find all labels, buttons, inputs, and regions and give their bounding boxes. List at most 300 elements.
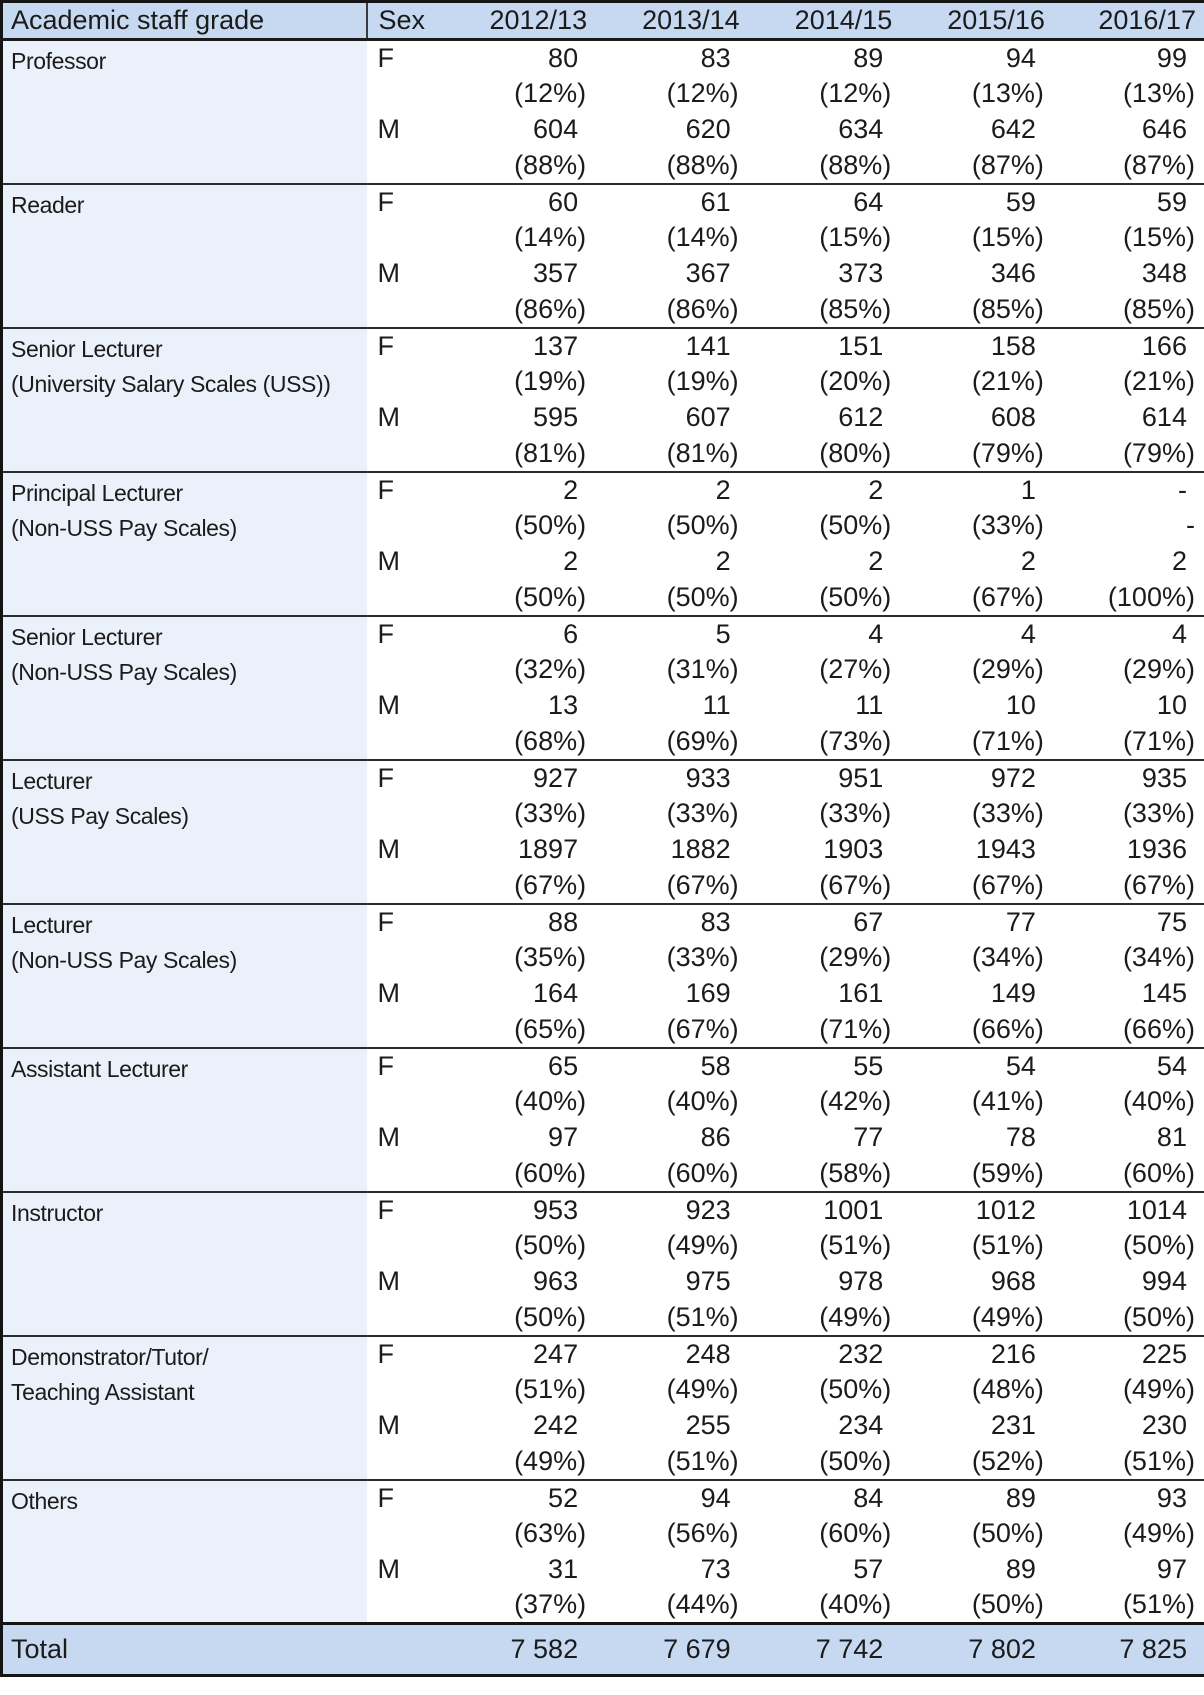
count-cell: 73 — [700, 1554, 731, 1584]
count-cell: 614 — [1141, 402, 1187, 432]
percent-cell: (60%) — [819, 1518, 892, 1548]
sex-cell: M — [377, 1266, 400, 1296]
count-cell: 6 — [563, 618, 579, 649]
percent-cell: (40%) — [1122, 1086, 1195, 1116]
percent-cell: (19%) — [666, 366, 739, 396]
col-header-sex: Sex — [367, 2, 443, 40]
percent-cell: (60%) — [1122, 1157, 1195, 1188]
grade-cell — [2, 1192, 367, 1336]
count-cell: 604 — [533, 114, 579, 144]
total-row — [2, 1624, 1204, 1676]
grade-line: Others — [11, 1487, 78, 1514]
sex-cell — [367, 1444, 443, 1480]
percent-cell: (88%) — [514, 149, 587, 180]
count-cell: 933 — [685, 762, 731, 793]
percent-cell: (50%) — [514, 510, 587, 540]
percent-cell: (67%) — [666, 869, 739, 900]
percent-cell: (80%) — [819, 437, 892, 468]
percent-cell: (79%) — [971, 437, 1044, 468]
sex-cell — [367, 1372, 443, 1408]
grade-section — [2, 328, 1204, 472]
total-value-cell: 7 825 — [1053, 1624, 1204, 1676]
percent-cell: (66%) — [1122, 1013, 1195, 1044]
grade-line: (Non-USS Pay Scales) — [11, 946, 237, 973]
count-cell: 83 — [700, 906, 731, 937]
count-cell: 80 — [548, 42, 579, 73]
percent-cell: (14%) — [666, 222, 739, 252]
total-value-cell: 7 802 — [900, 1624, 1053, 1676]
percent-cell: (29%) — [1122, 654, 1195, 684]
count-cell: 225 — [1141, 1338, 1187, 1369]
percent-cell: (15%) — [819, 222, 892, 252]
sex-cell — [367, 868, 443, 904]
count-cell: 57 — [853, 1554, 884, 1584]
percent-cell: (63%) — [514, 1518, 587, 1548]
grade-section — [2, 760, 1204, 904]
count-cell: 97 — [548, 1122, 579, 1152]
count-cell: 373 — [838, 258, 884, 288]
count-cell: 5 — [715, 618, 731, 649]
data-row — [2, 184, 1204, 220]
count-cell: 11 — [855, 690, 884, 720]
grade-line: Lecturer — [11, 767, 93, 794]
count-cell: 994 — [1141, 1266, 1187, 1296]
percent-cell: (31%) — [666, 654, 739, 684]
percent-cell: (42%) — [819, 1086, 892, 1116]
count-cell: 89 — [1005, 1554, 1036, 1584]
count-cell: 975 — [685, 1266, 731, 1296]
data-row — [2, 1480, 1204, 1516]
sex-cell: F — [377, 330, 394, 361]
count-cell: 64 — [853, 186, 884, 217]
percent-cell: (13%) — [1122, 78, 1195, 108]
sex-cell: F — [377, 1338, 394, 1369]
count-cell: 923 — [685, 1194, 731, 1225]
count-cell: 234 — [838, 1410, 884, 1440]
count-cell: 2 — [563, 474, 579, 505]
count-cell: 158 — [990, 330, 1036, 361]
percent-cell: (81%) — [514, 437, 587, 468]
count-cell: 927 — [533, 762, 579, 793]
percent-cell: (34%) — [1122, 942, 1195, 972]
percent-cell: (29%) — [971, 654, 1044, 684]
percent-cell: (44%) — [666, 1589, 739, 1620]
percent-cell: (51%) — [971, 1230, 1044, 1260]
percent-cell: (59%) — [971, 1157, 1044, 1188]
percent-cell: (33%) — [971, 510, 1044, 540]
count-cell: 59 — [1005, 186, 1036, 217]
percent-cell: (49%) — [1122, 1518, 1195, 1548]
count-cell: 83 — [700, 42, 731, 73]
percent-cell: (50%) — [1122, 1301, 1195, 1332]
count-cell: 951 — [838, 762, 884, 793]
percent-cell: (51%) — [514, 1374, 587, 1404]
percent-cell: (19%) — [514, 366, 587, 396]
count-cell: 77 — [1005, 906, 1036, 937]
total-sex-cell — [367, 1624, 443, 1676]
count-cell: 247 — [533, 1338, 579, 1369]
data-row — [2, 1336, 1204, 1372]
count-cell: 161 — [838, 978, 884, 1008]
count-cell: 634 — [838, 114, 884, 144]
count-cell: 357 — [533, 258, 579, 288]
count-cell: 1943 — [975, 834, 1036, 864]
grade-cell — [2, 760, 367, 904]
percent-cell: (49%) — [666, 1230, 739, 1260]
count-cell: 75 — [1156, 906, 1187, 937]
percent-cell: (69%) — [666, 725, 739, 756]
count-cell: 60 — [548, 186, 579, 217]
count-cell: 94 — [700, 1482, 731, 1513]
percent-cell: (50%) — [514, 581, 587, 612]
sex-cell — [367, 1228, 443, 1264]
sex-cell — [367, 940, 443, 976]
count-cell: 1 — [1020, 474, 1036, 505]
count-cell: 255 — [685, 1410, 731, 1440]
percent-cell: (40%) — [514, 1086, 587, 1116]
count-cell: 231 — [990, 1410, 1036, 1440]
data-row — [2, 40, 1204, 76]
percent-cell: (49%) — [666, 1374, 739, 1404]
percent-cell: (50%) — [819, 1445, 892, 1476]
percent-cell: (33%) — [666, 798, 739, 828]
percent-cell: (12%) — [514, 78, 587, 108]
percent-cell: (49%) — [971, 1301, 1044, 1332]
header-row — [2, 2, 1204, 40]
sex-cell — [367, 652, 443, 688]
percent-cell: (73%) — [819, 725, 892, 756]
count-cell: 4 — [868, 618, 884, 649]
col-header-year: 2015/16 — [900, 2, 1053, 40]
percent-cell: (58%) — [819, 1157, 892, 1188]
total-value-cell: 7 679 — [595, 1624, 748, 1676]
grade-line: (Non-USS Pay Scales) — [11, 658, 237, 685]
count-cell: 1012 — [975, 1194, 1036, 1225]
count-cell: 642 — [990, 114, 1036, 144]
percent-cell: (32%) — [514, 654, 587, 684]
table-header — [2, 2, 1204, 40]
total-label-cell: Total — [2, 1624, 367, 1676]
grade-section — [2, 1048, 1204, 1192]
count-cell: 81 — [1156, 1122, 1187, 1152]
count-cell: 52 — [548, 1482, 579, 1513]
count-cell: 1001 — [823, 1194, 884, 1225]
count-cell: 2 — [868, 546, 884, 576]
percent-cell: (60%) — [514, 1157, 587, 1188]
percent-cell: (50%) — [666, 581, 739, 612]
percent-cell: (33%) — [1122, 798, 1195, 828]
percent-cell: (71%) — [1122, 725, 1195, 756]
count-cell: 149 — [990, 978, 1036, 1008]
sex-cell: M — [377, 1122, 400, 1152]
sex-cell: F — [377, 1482, 394, 1513]
count-cell: 620 — [685, 114, 731, 144]
percent-cell: (86%) — [666, 293, 739, 324]
grade-section — [2, 1480, 1204, 1624]
sex-cell — [367, 364, 443, 400]
total-value-cell: 7 742 — [748, 1624, 901, 1676]
percent-cell: (51%) — [819, 1230, 892, 1260]
count-cell: 348 — [1141, 258, 1187, 288]
percent-cell: (35%) — [514, 942, 587, 972]
grade-cell — [2, 328, 367, 472]
count-cell: 164 — [533, 978, 579, 1008]
percent-cell: (68%) — [514, 725, 587, 756]
sex-cell: F — [377, 474, 394, 505]
percent-cell: (12%) — [666, 78, 739, 108]
percent-cell: (51%) — [666, 1301, 739, 1332]
count-cell: 31 — [548, 1554, 579, 1584]
percent-cell: (88%) — [819, 149, 892, 180]
sex-cell: M — [377, 114, 400, 144]
percent-cell: (29%) — [819, 942, 892, 972]
percent-cell: (48%) — [971, 1374, 1044, 1404]
count-cell: 2 — [868, 474, 884, 505]
sex-cell: F — [377, 906, 394, 937]
count-cell: 151 — [838, 330, 884, 361]
percent-cell: (13%) — [971, 78, 1044, 108]
percent-cell: (27%) — [819, 654, 892, 684]
percent-cell: (67%) — [971, 869, 1044, 900]
col-header-year: 2016/17 — [1053, 2, 1204, 40]
percent-cell: (41%) — [971, 1086, 1044, 1116]
percent-cell: (85%) — [1122, 293, 1195, 324]
count-cell: 166 — [1141, 330, 1187, 361]
sex-cell — [367, 508, 443, 544]
count-cell: 367 — [685, 258, 731, 288]
sex-cell: M — [377, 1554, 400, 1584]
count-cell: 78 — [1005, 1122, 1036, 1152]
count-cell: 97 — [1156, 1554, 1187, 1584]
sex-cell: M — [377, 546, 400, 576]
sex-cell — [367, 292, 443, 328]
count-cell: 2 — [715, 474, 731, 505]
sex-cell — [367, 1516, 443, 1552]
percent-cell: (50%) — [971, 1589, 1044, 1620]
sex-cell: M — [377, 258, 400, 288]
percent-cell: (49%) — [514, 1445, 587, 1476]
sex-cell: M — [377, 1410, 400, 1440]
percent-cell: (50%) — [666, 510, 739, 540]
percent-cell: (88%) — [666, 149, 739, 180]
count-cell: 4 — [1171, 618, 1187, 649]
count-cell: 595 — [533, 402, 579, 432]
sex-cell: F — [377, 1050, 394, 1081]
count-cell: 230 — [1141, 1410, 1187, 1440]
grade-cell — [2, 1048, 367, 1192]
count-cell: 77 — [853, 1122, 884, 1152]
grade-cell — [2, 904, 367, 1048]
count-cell: 607 — [685, 402, 731, 432]
total-value-cell: 7 582 — [443, 1624, 596, 1676]
sex-cell — [367, 796, 443, 832]
percent-cell: (40%) — [819, 1589, 892, 1620]
count-cell: 4 — [1020, 618, 1036, 649]
data-row — [2, 904, 1204, 940]
count-cell: 61 — [700, 186, 731, 217]
grade-section — [2, 616, 1204, 760]
count-cell: 94 — [1005, 42, 1036, 73]
total-section — [2, 1624, 1204, 1676]
percent-cell: (85%) — [819, 293, 892, 324]
grade-cell — [2, 1336, 367, 1480]
sex-cell: M — [377, 402, 400, 432]
count-cell: 67 — [853, 906, 884, 937]
grade-line: (Non-USS Pay Scales) — [11, 514, 237, 541]
grade-line: Lecturer — [11, 911, 93, 938]
percent-cell: (37%) — [514, 1589, 587, 1620]
col-header-year: 2012/13 — [443, 2, 596, 40]
grade-cell — [2, 184, 367, 328]
grade-line: Senior Lecturer — [11, 623, 163, 650]
sex-cell — [367, 1084, 443, 1120]
sex-cell — [367, 1588, 443, 1624]
percent-cell: (50%) — [819, 510, 892, 540]
percent-cell: (50%) — [514, 1230, 587, 1260]
percent-cell: (40%) — [666, 1086, 739, 1116]
count-cell: 963 — [533, 1266, 579, 1296]
grade-section — [2, 184, 1204, 328]
sex-cell: F — [377, 186, 394, 217]
percent-cell: (50%) — [514, 1301, 587, 1332]
percent-cell: (86%) — [514, 293, 587, 324]
sex-cell — [367, 220, 443, 256]
grade-section — [2, 904, 1204, 1048]
count-cell: 55 — [853, 1050, 884, 1081]
count-cell: - — [1177, 474, 1187, 505]
grade-line: (USS Pay Scales) — [11, 802, 189, 829]
percent-cell: (33%) — [971, 798, 1044, 828]
count-cell: 54 — [1156, 1050, 1187, 1081]
sex-cell — [367, 76, 443, 112]
count-cell: 145 — [1141, 978, 1187, 1008]
percent-cell: (14%) — [514, 222, 587, 252]
data-row — [2, 616, 1204, 652]
count-cell: 953 — [533, 1194, 579, 1225]
count-cell: 1014 — [1126, 1194, 1187, 1225]
count-cell: 10 — [1005, 690, 1036, 720]
sex-cell — [367, 580, 443, 616]
data-row — [2, 1192, 1204, 1228]
sex-cell — [367, 1012, 443, 1048]
count-cell: 88 — [548, 906, 579, 937]
percent-cell: (15%) — [1122, 222, 1195, 252]
grade-line: Assistant Lecturer — [11, 1055, 188, 1082]
count-cell: 216 — [990, 1338, 1036, 1369]
col-header-year: 2014/15 — [748, 2, 901, 40]
count-cell: 2 — [1171, 546, 1187, 576]
percent-cell: (12%) — [819, 78, 892, 108]
count-cell: 242 — [533, 1410, 579, 1440]
percent-cell: (79%) — [1122, 437, 1195, 468]
percent-cell: - — [1185, 510, 1195, 540]
count-cell: 1882 — [670, 834, 731, 864]
count-cell: 1903 — [823, 834, 884, 864]
percent-cell: (50%) — [1122, 1230, 1195, 1260]
count-cell: 2 — [715, 546, 731, 576]
sex-cell: F — [377, 42, 394, 73]
percent-cell: (100%) — [1107, 581, 1195, 612]
percent-cell: (34%) — [971, 942, 1044, 972]
count-cell: 93 — [1156, 1482, 1187, 1513]
percent-cell: (49%) — [819, 1301, 892, 1332]
count-cell: 65 — [548, 1050, 579, 1081]
count-cell: 137 — [533, 330, 579, 361]
count-cell: 248 — [685, 1338, 731, 1369]
count-cell: 89 — [1005, 1482, 1036, 1513]
percent-cell: (50%) — [819, 581, 892, 612]
percent-cell: (65%) — [514, 1013, 587, 1044]
grade-section — [2, 1336, 1204, 1480]
count-cell: 972 — [990, 762, 1036, 793]
percent-cell: (71%) — [971, 725, 1044, 756]
sex-cell — [367, 724, 443, 760]
count-cell: 86 — [700, 1122, 731, 1152]
grade-cell — [2, 616, 367, 760]
percent-cell: (20%) — [819, 366, 892, 396]
count-cell: 968 — [990, 1266, 1036, 1296]
count-cell: 141 — [685, 330, 731, 361]
count-cell: 646 — [1141, 114, 1187, 144]
percent-cell: (51%) — [666, 1445, 739, 1476]
grade-line: Professor — [11, 48, 106, 74]
percent-cell: (71%) — [819, 1013, 892, 1044]
count-cell: 54 — [1005, 1050, 1036, 1081]
grade-line: Instructor — [11, 1199, 103, 1226]
percent-cell: (60%) — [666, 1157, 739, 1188]
grade-cell — [2, 472, 367, 616]
percent-cell: (67%) — [819, 869, 892, 900]
percent-cell: (21%) — [1122, 366, 1195, 396]
grade-line: Reader — [11, 191, 85, 218]
percent-cell: (67%) — [666, 1013, 739, 1044]
percent-cell: (87%) — [1122, 149, 1195, 180]
percent-cell: (67%) — [514, 869, 587, 900]
data-row — [2, 1048, 1204, 1084]
count-cell: 13 — [548, 690, 579, 720]
percent-cell: (21%) — [971, 366, 1044, 396]
grade-section — [2, 472, 1204, 616]
col-header-grade: Academic staff grade — [2, 2, 367, 40]
percent-cell: (51%) — [1122, 1589, 1195, 1620]
count-cell: 1936 — [1126, 834, 1187, 864]
grade-section — [2, 40, 1204, 184]
count-cell: 58 — [700, 1050, 731, 1081]
sex-cell: F — [377, 618, 394, 649]
count-cell: 2 — [563, 546, 579, 576]
sex-cell — [367, 436, 443, 472]
grade-cell — [2, 40, 367, 184]
sex-cell — [367, 1300, 443, 1336]
count-cell: 978 — [838, 1266, 884, 1296]
grade-cell — [2, 1480, 367, 1624]
percent-cell: (81%) — [666, 437, 739, 468]
count-cell: 612 — [838, 402, 884, 432]
count-cell: 346 — [990, 258, 1036, 288]
grade-line: Demonstrator/Tutor/ — [11, 1343, 209, 1370]
grade-section — [2, 1192, 1204, 1336]
grade-line: Principal Lecturer — [11, 479, 183, 506]
percent-cell: (56%) — [666, 1518, 739, 1548]
sex-cell: M — [377, 834, 400, 864]
percent-cell: (85%) — [971, 293, 1044, 324]
count-cell: 1897 — [518, 834, 579, 864]
percent-cell: (15%) — [971, 222, 1044, 252]
percent-cell: (66%) — [971, 1013, 1044, 1044]
data-row — [2, 472, 1204, 508]
count-cell: 10 — [1156, 690, 1187, 720]
sex-cell: M — [377, 690, 400, 720]
